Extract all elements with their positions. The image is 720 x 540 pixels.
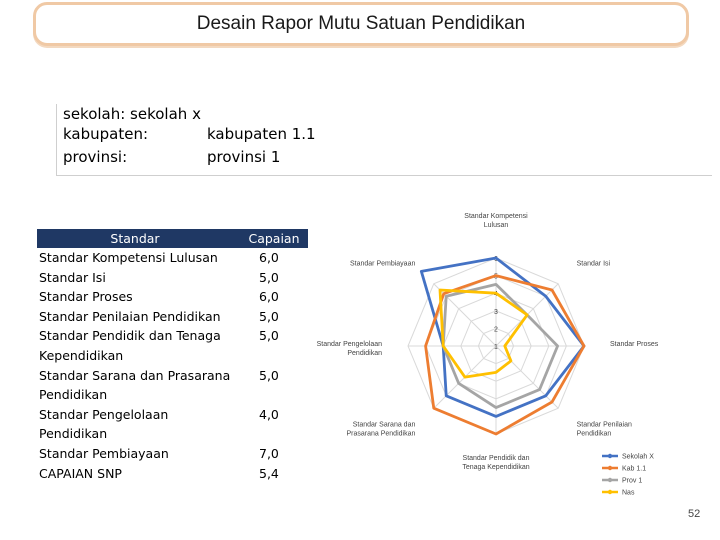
tick-label: 4 (494, 291, 498, 299)
axis-label: Standar Sarana dan Prasarana Pendidikan (346, 421, 416, 438)
row-capaian: 5,0 (259, 308, 279, 324)
table-row (37, 464, 308, 484)
tick-label: 2 (494, 326, 498, 334)
slide-title: Desain Rapor Mutu Satuan Pendidikan (196, 13, 526, 34)
provinsi-label: provinsi: (63, 148, 128, 166)
row-standar: Standar Proses (39, 289, 133, 305)
legend-label: Kab 1.1 (622, 465, 647, 473)
row-capaian: 5,4 (259, 465, 279, 481)
table-row (37, 326, 308, 365)
row-standar: Standar Sarana dan Prasarana Pendidikan (39, 367, 231, 403)
capaian-table (37, 229, 308, 483)
table-row (37, 307, 308, 327)
axis-label: Standar Kompetensi Lulusan (464, 213, 528, 229)
school-info-box (56, 104, 712, 176)
table-row (37, 444, 308, 464)
tick-label: 6 (494, 256, 498, 263)
row-standar: Standar Pendidik dan Tenaga Kependidikan (39, 328, 221, 363)
table-row (37, 268, 308, 288)
sekolah-line: sekolah: sekolah x (63, 105, 201, 123)
row-standar: CAPAIAN SNP (39, 465, 122, 481)
page-number: 52 (688, 508, 701, 520)
table-row (37, 248, 308, 268)
legend-marker (608, 454, 612, 458)
row-capaian: 5,0 (259, 269, 279, 285)
axis-label: Standar Pembiayaan (349, 260, 416, 268)
row-capaian: 6,0 (259, 250, 279, 265)
legend-label: Sekolah X (622, 453, 654, 461)
table-header (37, 229, 308, 248)
slide-title-banner (33, 2, 689, 46)
row-standar: Standar Pembiayaan (39, 445, 169, 461)
row-capaian: 6,0 (259, 289, 279, 305)
radar-chart (316, 213, 700, 504)
tick-label: 5 (494, 273, 498, 281)
axis-label: Standar Pendidik dan Tenaga Kependidikan (462, 455, 530, 471)
tick-label: 1 (494, 344, 498, 351)
axis-label: Standar Proses (610, 341, 659, 348)
axis-label: Standar Isi (576, 260, 611, 268)
legend-marker (608, 490, 612, 494)
row-capaian: 4,0 (259, 406, 279, 422)
row-standar: Standar Penilaian Pendidikan (39, 308, 221, 324)
legend-label: Nas (622, 489, 635, 497)
tick-label: 3 (494, 308, 498, 316)
row-standar: Standar Pengelolaan Pendidikan (39, 406, 169, 442)
row-capaian: 7,0 (259, 445, 279, 461)
table-row (37, 287, 308, 307)
row-capaian: 5,0 (259, 367, 279, 383)
axis-label: Standar Penilaian Pendidikan (576, 421, 632, 438)
kabupaten-value: kabupaten 1.1 (207, 125, 316, 143)
legend-marker (608, 466, 612, 470)
table-row (37, 366, 308, 405)
kabupaten-label: kabupaten: (63, 125, 149, 143)
row-standar: Standar Kompetensi Lulusan (39, 250, 218, 265)
series-line (421, 258, 584, 416)
row-capaian: 5,0 (259, 328, 279, 344)
table-row (37, 405, 308, 444)
header-capaian: Capaian (248, 231, 300, 246)
row-standar: Standar Isi (39, 269, 106, 285)
provinsi-value: provinsi 1 (207, 148, 281, 166)
axis-label: Standar Pengelolaan Pendidikan (316, 341, 382, 357)
legend-marker (608, 478, 612, 482)
legend-label: Prov 1 (622, 477, 643, 485)
header-standar: Standar (110, 231, 160, 246)
